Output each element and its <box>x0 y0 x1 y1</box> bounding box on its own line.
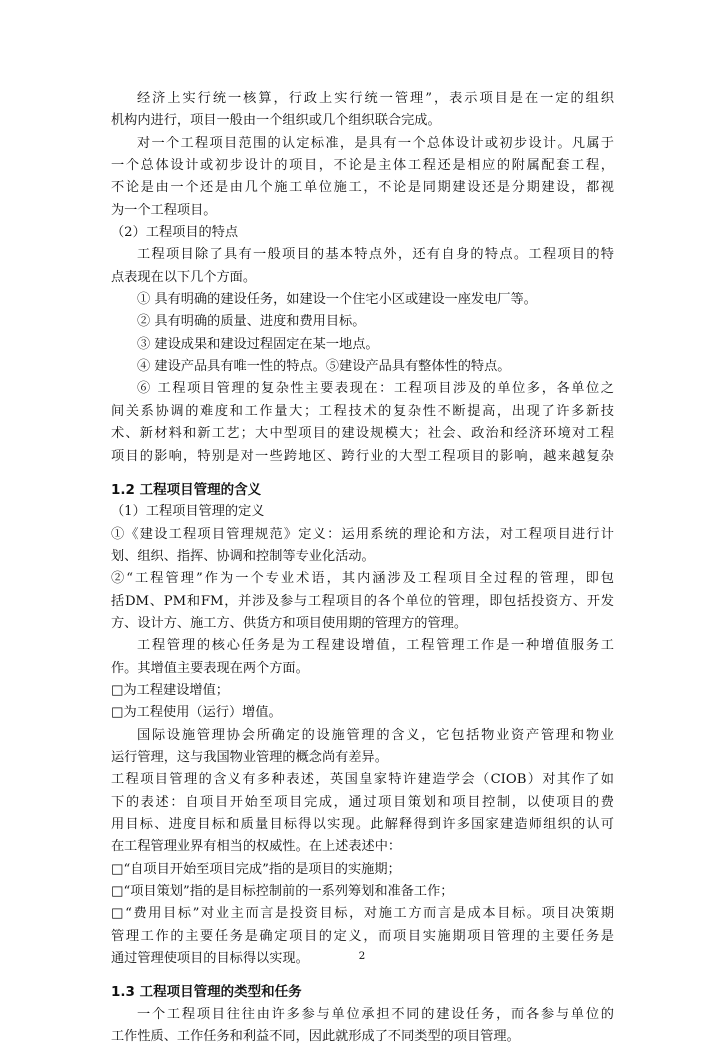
paragraph-line: 运行管理，这与我国物业管理的概念尚有差异。 <box>111 749 388 765</box>
checkbox-list-item: □“费用目标”对业主而言是投资目标，对施工方而言是成本目标。项目决策期 <box>111 906 614 922</box>
page-body <box>111 88 614 1048</box>
paragraph-line: ①《建设工程项目管理规范》定义：运用系统的理论和方法，对工程项目进行计 <box>111 526 614 542</box>
paragraph-line: 括DM、PM和FM，并涉及参与工程项目的各个单位的管理，即包括投资方、开发 <box>111 593 614 609</box>
paragraph-line: 用目标、进度目标和质量目标得以实现。此解释得到许多国家建造师组织的认可 <box>111 817 614 832</box>
checkbox-list-item: □“自项目开始至项目完成”指的是项目的实施期； <box>111 861 401 877</box>
paragraph-line: 工程项目管理的含义有多种表述，英国皇家特许建造学会（CIOB）对其作了如 <box>111 772 614 788</box>
paragraph-line: 不论是由一个还是由几个施工单位施工，不论是同期建设还是分期建设，都视 <box>111 180 614 196</box>
paragraph-line: 方、设计方、施工方、供货方和项目使用期的管理方的管理。 <box>111 615 468 631</box>
page-number: 2 <box>358 950 366 962</box>
paragraph-line: 工程管理的核心任务是为工程建设增值，工程管理工作是一种增值服务工 <box>137 638 614 654</box>
list-item: ④ 建设产品具有唯一性的特点。⑤建设产品具有整体性的特点。 <box>137 359 511 375</box>
paragraph-line: 经济上实行统一核算，行政上实行统一管理”，表示项目是在一定的组织 <box>137 91 614 106</box>
section-heading: 1.2 工程项目管理的含义 <box>111 481 262 498</box>
list-item: ② 具有明确的质量、进度和费用目标。 <box>137 314 366 330</box>
paragraph-line: 在工程管理业界有相当的权威性。在上述表述中： <box>111 839 402 855</box>
checkbox-list-item: □为工程使用（运行）增值。 <box>111 705 282 721</box>
subsection-title: （2）工程项目的特点 <box>111 225 239 241</box>
paragraph-line: 为一个工程项目。 <box>111 202 217 218</box>
paragraph-line: ②“工程管理”作为一个专业术语，其内涵涉及工程项目全过程的管理，即包 <box>111 571 614 587</box>
paragraph-line: 术、新材料和新工艺；大中型项目的建设规模大；社会、政治和经济环境对工程 <box>111 426 614 442</box>
section-spacer <box>111 468 614 479</box>
paragraph-line: 划、组织、指挥、协调和控制等专业化活动。 <box>111 548 375 564</box>
paragraph-line: 管理工作的主要任务是确定项目的定义，而项目实施期项目管理的主要任务是 <box>111 928 614 944</box>
paragraph-line: 一个总体设计或初步设计的项目，不论是主体工程还是相应的附属配套工程， <box>111 158 614 174</box>
checkbox-list-item: □“项目策划”指的是目标控制前的一系列筹划和准备工作； <box>111 884 454 900</box>
section-heading: 1.3 工程项目管理的类型和任务 <box>111 984 302 1001</box>
paragraph-line: 项目的影响，特别是对一些跨地区、跨行业的大型工程项目的影响，越来越复杂 <box>111 448 614 464</box>
paragraph-line: 间关系协调的难度和工作量大；工程技术的复杂性不断提高，出现了许多新技 <box>111 403 614 419</box>
list-item: ① 具有明确的建设任务，如建设一个住宅小区或建设一座发电厂等。 <box>137 292 537 308</box>
list-item: ③ 建设成果和建设过程固定在某一地点。 <box>137 336 379 352</box>
paragraph-line: 工作性质、工作任务和利益不同，因此就形成了不同类型的项目管理。 <box>111 1029 520 1045</box>
paragraph-line: 下的表述：自项目开始至项目完成，通过项目策划和项目控制，以使项目的费 <box>111 794 614 810</box>
paragraph-line: 通过管理使项目的目标得以实现。 <box>111 951 309 967</box>
section-spacer <box>111 970 614 981</box>
checkbox-list-item: □为工程建设增值； <box>111 682 229 698</box>
paragraph-line: 点表现在以下几个方面。 <box>111 269 257 285</box>
paragraph-line: 工程项目除了具有一般项目的基本特点外，还有自身的特点。工程项目的特 <box>137 247 614 263</box>
paragraph-line: 国际设施管理协会所确定的设施管理的含义，它包括物业资产管理和物业 <box>137 727 614 743</box>
subsection-title: （1）工程项目管理的定义 <box>111 504 265 520</box>
paragraph-line: 对一个工程项目范围的认定标准，是具有一个总体设计或初步设计。凡属于 <box>137 135 614 151</box>
paragraph-line: ⑥ 工程项目管理的复杂性主要表现在：工程项目涉及的单位多，各单位之 <box>137 381 614 397</box>
paragraph-line: 一个工程项目往往由许多参与单位承担不同的建设任务，而各参与单位的 <box>137 1006 614 1022</box>
paragraph-line: 作。其增值主要表现在两个方面。 <box>111 660 309 676</box>
paragraph-line: 机构内进行，项目一般由一个组织或几个组织联合完成。 <box>111 113 441 129</box>
